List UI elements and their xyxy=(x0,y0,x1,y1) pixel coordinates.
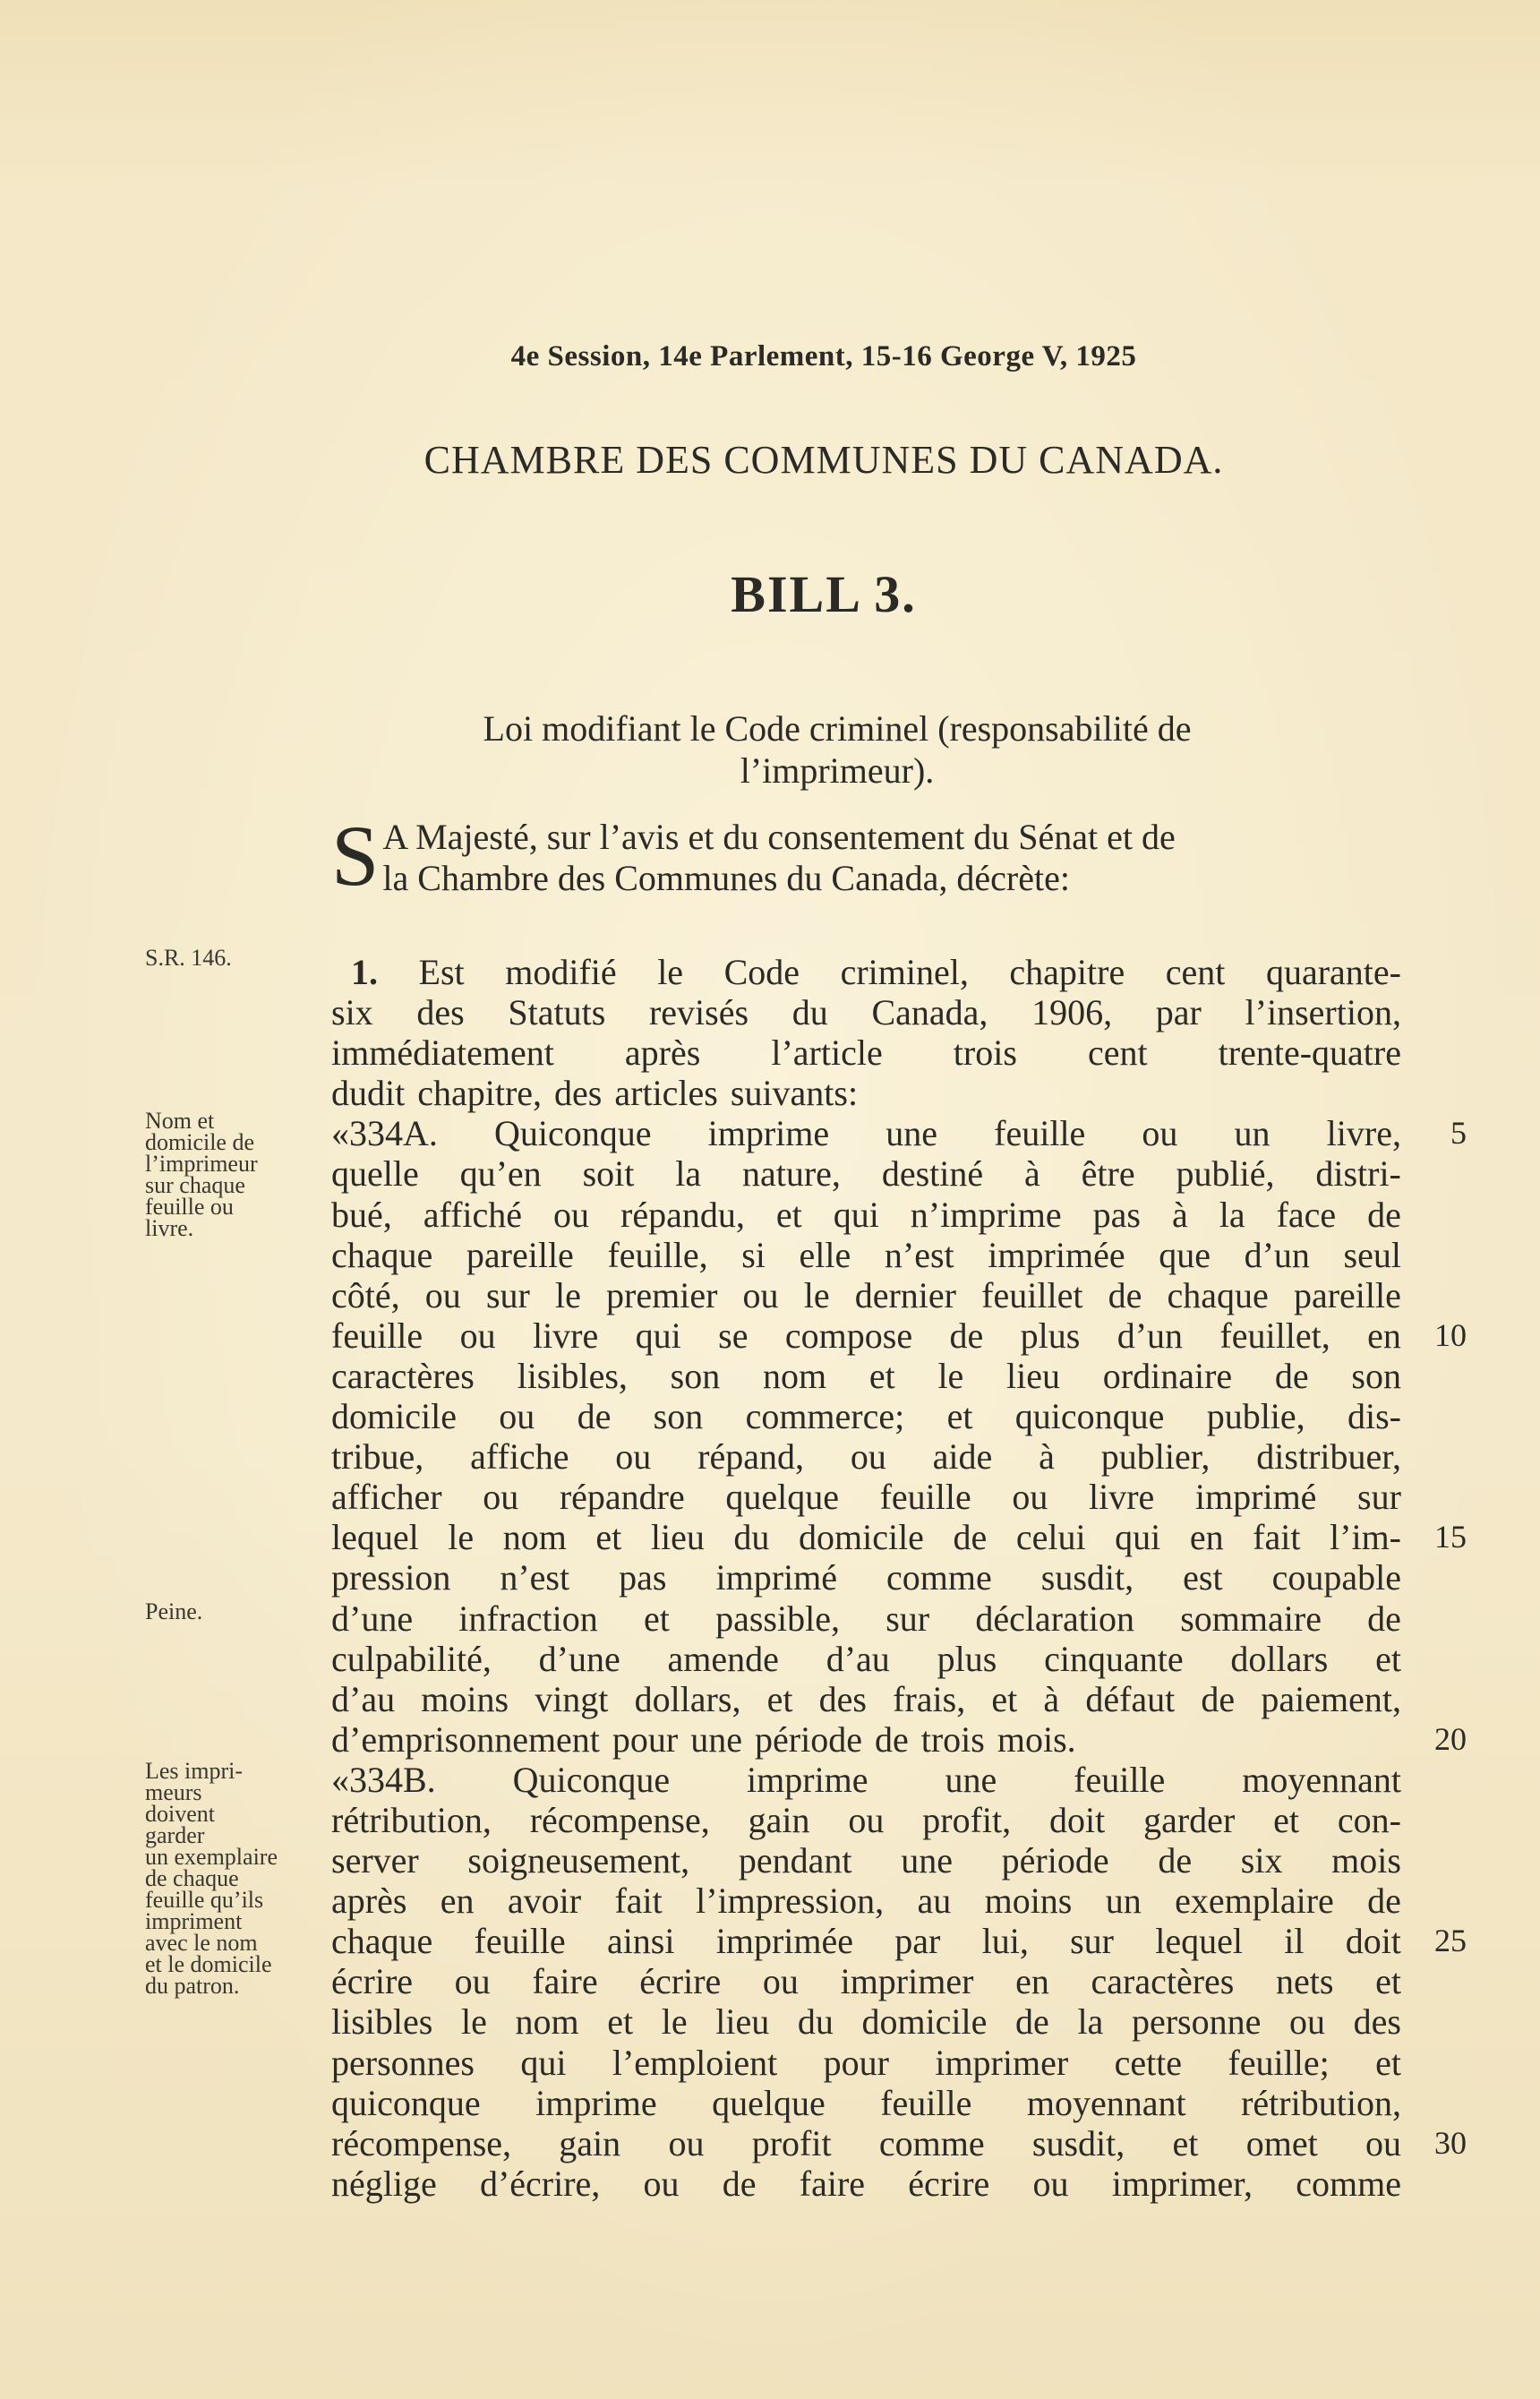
body-line: pression n’est pas imprimé comme susdit, est coupable xyxy=(331,1557,1401,1598)
margin-note-line: garder xyxy=(145,1822,205,1848)
margin-note-line: Peine. xyxy=(145,1598,203,1624)
margin-note-line: l’imprimeur xyxy=(145,1151,258,1177)
body-line: récompense, gain ou profit comme susdit, et omet ou xyxy=(331,2122,1401,2163)
margin-note-line: de chaque xyxy=(145,1865,239,1891)
margin-note-line: du patron. xyxy=(145,1973,240,1999)
body-line: côté, ou sur le premier ou le dernier feuillet de chaque pareille xyxy=(331,1274,1401,1315)
body-line: server soigneusement, pendant une période de six mois xyxy=(331,1840,1401,1881)
body-line: afficher ou répandre quelque feuille ou livre imprimé sur xyxy=(331,1477,1401,1518)
body-line: écrire ou faire écrire ou imprimer en caractères nets et xyxy=(331,1961,1401,2002)
margin-note-line: S.R. 146. xyxy=(145,945,232,971)
body-line: d’au moins vingt dollars, et des frais, et à défaut de paiement, xyxy=(331,1678,1401,1719)
body-line: bué, affiché ou répandu, et qui n’imprime pas à la face de xyxy=(331,1194,1401,1235)
line-number: 25 xyxy=(1434,1923,1467,1959)
body-line: dudit chapitre, des articles suivants: xyxy=(331,1073,859,1114)
margin-note-line: feuille qu’ils xyxy=(145,1887,264,1913)
body-line: six des Statuts revisés du Canada, 1906, par l’insertion, xyxy=(331,992,1401,1033)
body-line: caractères lisibles, son nom et le lieu ordinaire de son xyxy=(331,1355,1401,1396)
body-line: «334B. Quiconque imprime une feuille moyennant xyxy=(331,1759,1401,1800)
body-line: culpabilité, d’une amende d’au plus cinquante dollars et xyxy=(331,1638,1401,1679)
margin-note-line: un exemplaire xyxy=(145,1844,278,1870)
enacting-clause xyxy=(331,808,1401,904)
bill-number: BILL 3. xyxy=(731,565,917,623)
line-number: 10 xyxy=(1434,1316,1467,1353)
body-line: feuille ou livre qui se compose de plus d’un feuillet, en xyxy=(331,1315,1401,1356)
bill-body-text xyxy=(331,952,1401,2204)
enacting-clause-line: la Chambre des Communes du Canada, décrète: xyxy=(382,858,1070,898)
body-line: lequel le nom et lieu du domicile de celui qui en fait l’im- xyxy=(331,1517,1401,1558)
chamber-heading: CHAMBRE DES COMMUNES DU CANADA. xyxy=(424,438,1224,482)
body-line: chaque feuille ainsi imprimée par lui, sur lequel il doit xyxy=(331,1921,1401,1962)
bill-title-line: l’imprimeur). xyxy=(740,750,935,791)
line-number: 15 xyxy=(1434,1519,1467,1555)
body-line: quiconque imprime quelque feuille moyennant rétribution, xyxy=(331,2082,1401,2123)
margin-note-line: livre. xyxy=(145,1215,194,1241)
margin-note-line: Nom et xyxy=(145,1108,215,1134)
margin-note-line: Les impri- xyxy=(145,1758,244,1784)
body-line: après en avoir fait l’impression, au moins un exemplaire de xyxy=(331,1881,1401,1922)
body-line: néglige d’écrire, ou de faire écrire ou imprimer, comme xyxy=(331,2163,1401,2204)
body-line: personnes qui l’emploient pour imprimer cette feuille; et xyxy=(331,2042,1401,2083)
margin-note-line: sur chaque xyxy=(145,1172,245,1198)
margin-note-printer-copy xyxy=(145,1758,324,1999)
margin-note-line: domicile de xyxy=(145,1129,255,1155)
body-line: lisibles le nom et le lieu du domicile de la personne ou des xyxy=(331,2001,1401,2043)
body-line: chaque pareille feuille, si elle n’est imprimée que d’un seul xyxy=(331,1234,1401,1275)
body-line: «334A. Quiconque imprime une feuille ou un livre, xyxy=(331,1113,1401,1154)
line-number: 30 xyxy=(1434,2124,1467,2161)
margin-note-line: impriment xyxy=(145,1908,243,1934)
bill-title-line: Loi modifiant le Code criminel (responsabilité de xyxy=(483,708,1192,749)
margin-note-line: doivent xyxy=(145,1801,215,1827)
drop-cap: S xyxy=(331,808,380,904)
line-number: 5 xyxy=(1450,1115,1467,1152)
margin-note-penalty xyxy=(145,1598,324,1624)
body-line: tribue, affiche ou répand, ou aide à publier, distribuer, xyxy=(331,1436,1401,1478)
body-line: quelle qu’en soit la nature, destiné à être publié, distri- xyxy=(331,1153,1401,1195)
body-line: d’emprisonnement pour une période de trois mois. xyxy=(331,1718,1076,1760)
body-line: d’une infraction et passible, sur déclaration sommaire de xyxy=(331,1598,1401,1639)
margin-note-line: et le domicile xyxy=(145,1951,272,1977)
margin-note-statute xyxy=(145,947,324,969)
margin-note-line: meurs xyxy=(145,1779,202,1805)
margin-note-line: avec le nom xyxy=(145,1930,258,1956)
line-number: 20 xyxy=(1434,1720,1467,1757)
body-line: domicile ou de son commerce; et quiconque publie, dis- xyxy=(331,1396,1401,1437)
body-line: 1. Est modifié le Code criminel, chapitre cent quarante- xyxy=(351,952,1401,992)
bill-title xyxy=(331,707,1343,792)
body-line: immédiatement après l’article trois cent trente-quatre xyxy=(331,1032,1401,1074)
session-heading: 4e Session, 14e Parlement, 15-16 George V, 1925 xyxy=(510,340,1137,373)
margin-note-printer-name xyxy=(145,1110,324,1239)
margin-note-line: feuille ou xyxy=(145,1194,234,1220)
enacting-clause-line: A Majesté, sur l’avis et du consentement du Sénat et de xyxy=(382,817,1176,857)
body-line: rétribution, récompense, gain ou profit, doit garder et con- xyxy=(331,1799,1401,1840)
